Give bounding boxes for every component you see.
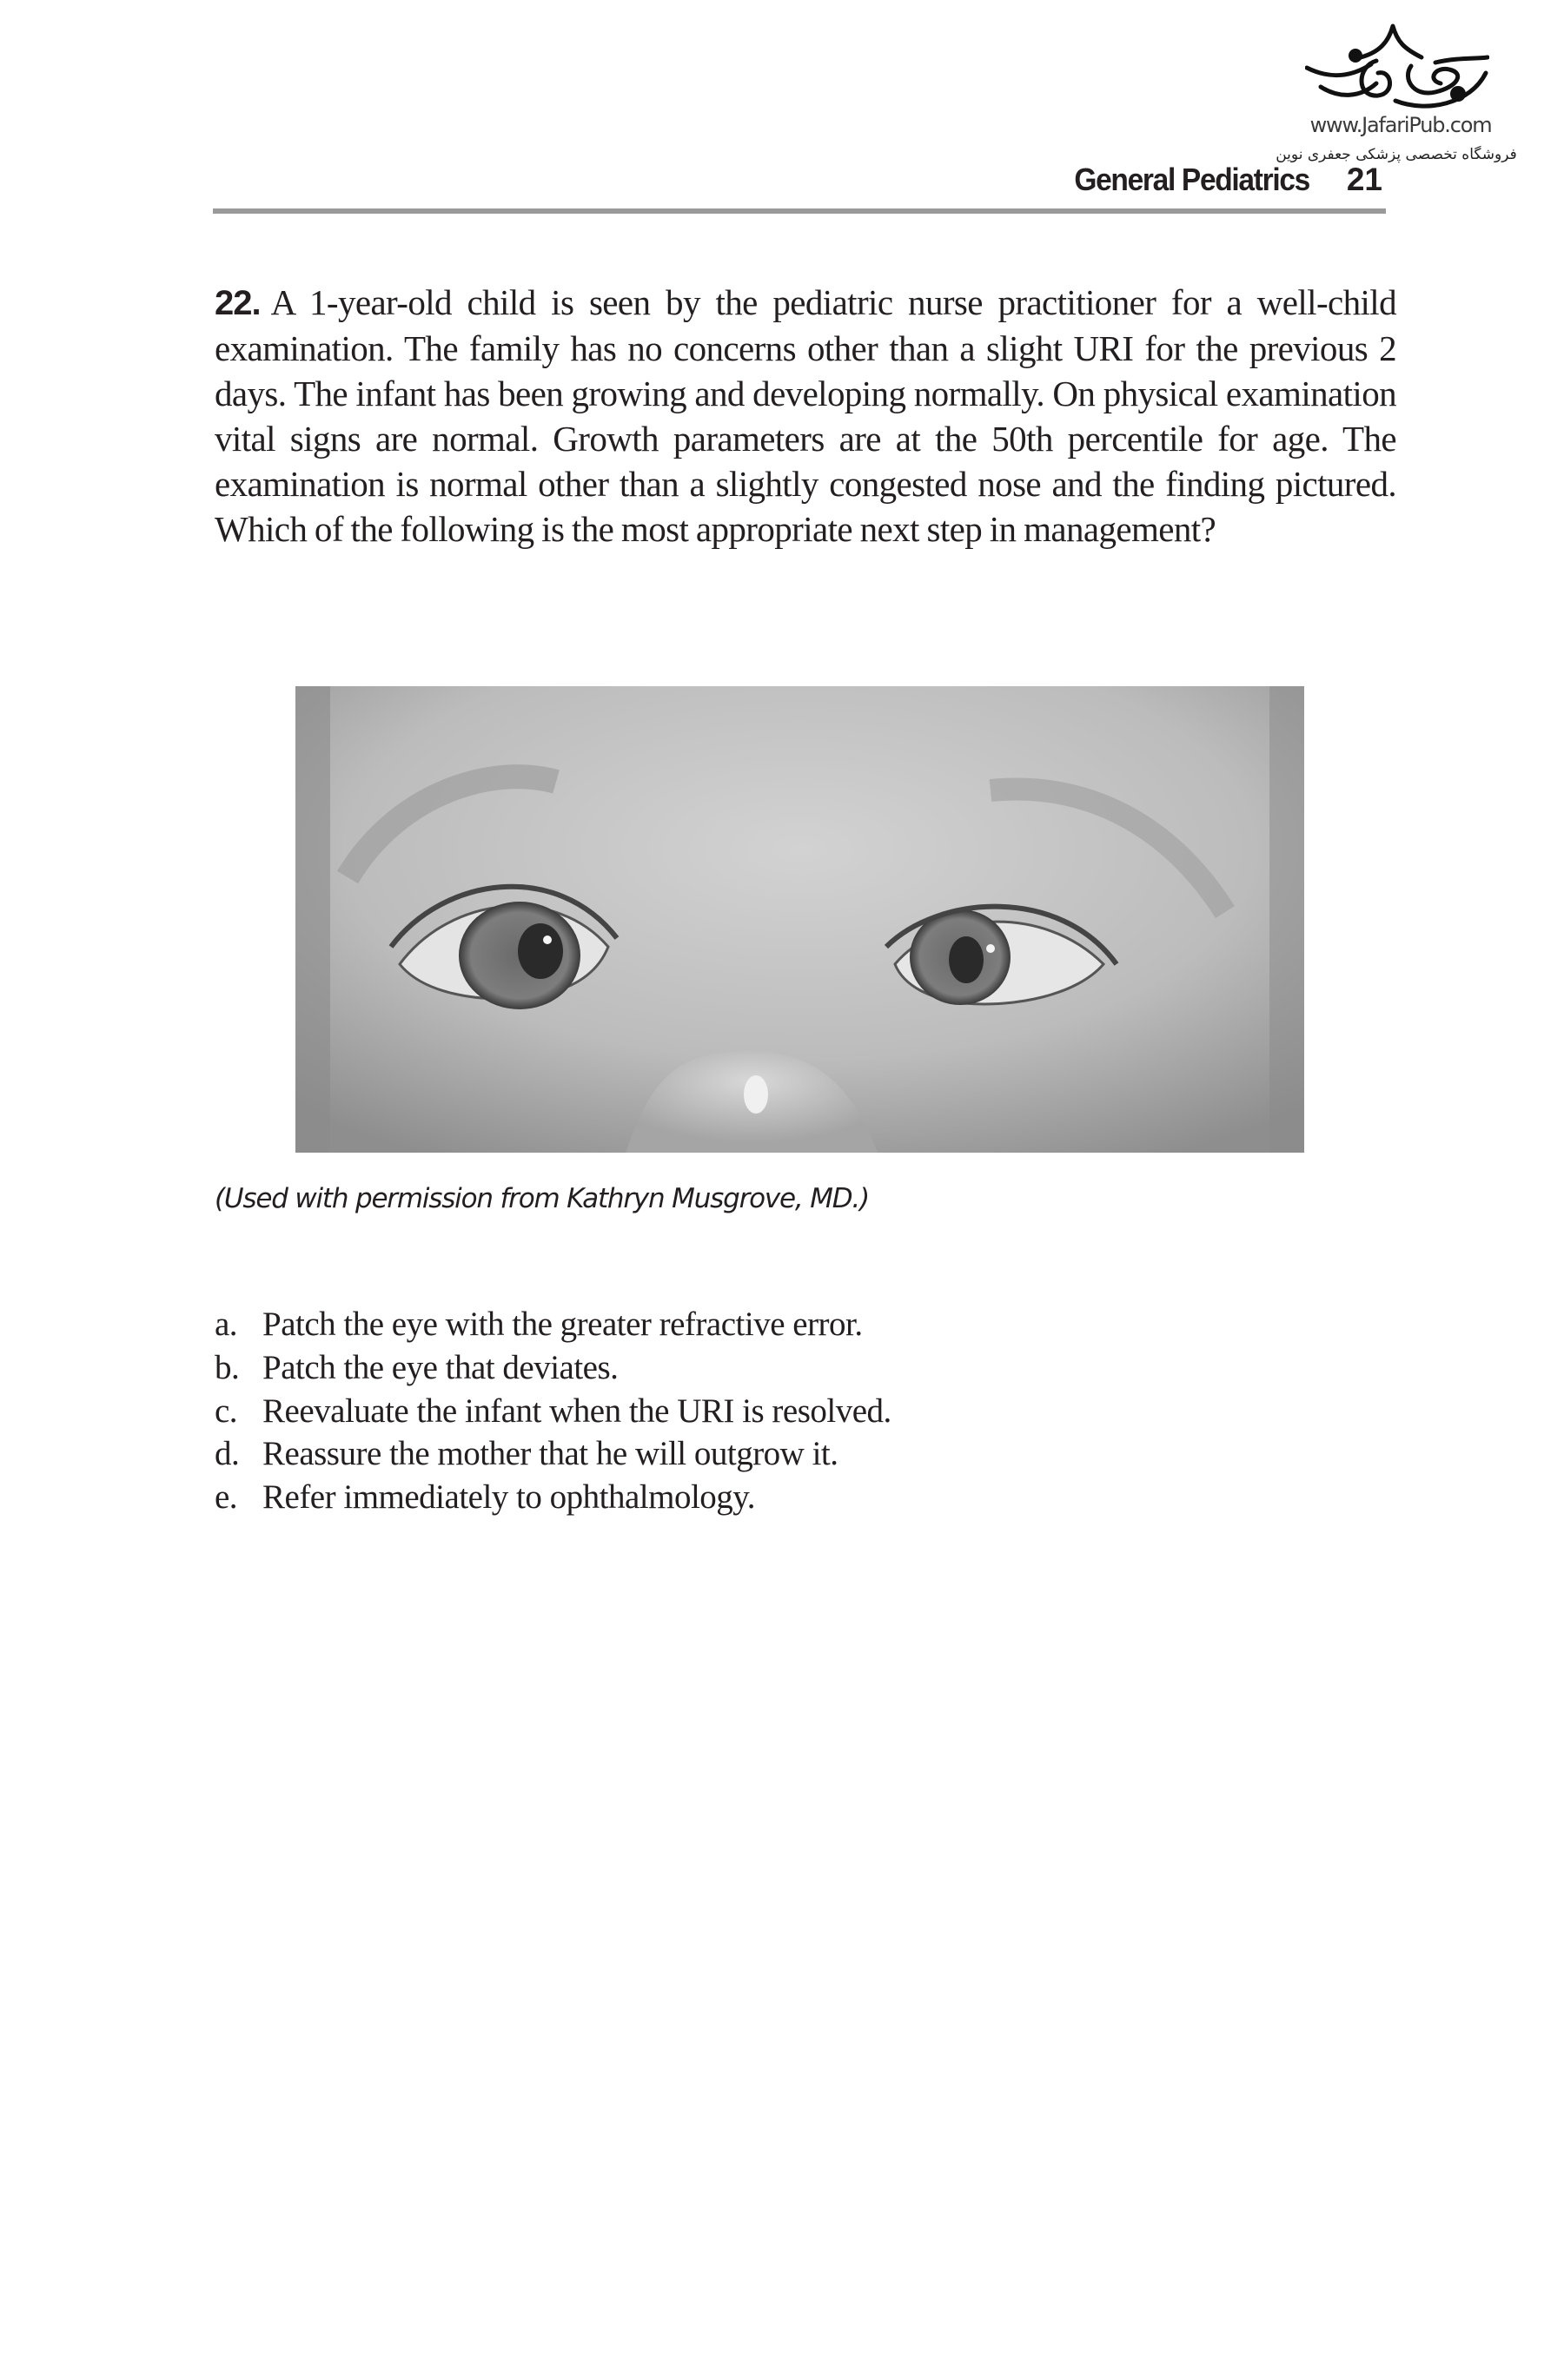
answer-option-c	[215, 1390, 1344, 1433]
option-text: Reassure the mother that he will outgrow it.	[262, 1435, 838, 1473]
option-letter: e.	[215, 1478, 238, 1517]
figure-caption: (Used with permission from Kathryn Musgrove, MD.)	[215, 1183, 869, 1214]
answer-option-b	[215, 1346, 1344, 1390]
option-text: Patch the eye that deviates.	[262, 1348, 619, 1386]
answer-option-e	[215, 1476, 1344, 1519]
answer-option-d	[215, 1432, 1344, 1476]
page-number: 21	[1346, 162, 1382, 197]
section-title: General Pediatrics	[1074, 162, 1309, 197]
option-letter: c.	[215, 1392, 238, 1430]
publisher-logo	[1270, 19, 1522, 172]
header-rule	[213, 208, 1386, 214]
running-header	[213, 156, 1386, 198]
option-text: Patch the eye with the greater refractive error.	[262, 1306, 863, 1343]
question-block	[215, 280, 1396, 552]
publisher-tagline: فروشگاه تخصصی پزشکی جعفری نوین	[1276, 146, 1517, 163]
infant-eyes-photo-icon	[295, 686, 1304, 1153]
clinical-photo	[295, 686, 1304, 1153]
question-stem: A 1-year-old child is seen by the pediatric nurse practitioner for a well-child examination. The family has no concerns other than a slight URI for the previous 2 days. The infant has been growing and developing normally. On physical examination vital signs are normal. Growth parameters are at the 50th percentile for age. The examination is normal other than a slightly congested nose and the finding pictured. Which of the following is the most appropriate next step in management?	[215, 282, 1396, 549]
answer-option-a	[215, 1303, 1344, 1346]
option-text: Reevaluate the infant when the URI is resolved.	[262, 1392, 891, 1430]
option-letter: b.	[215, 1348, 240, 1386]
option-letter: d.	[215, 1435, 240, 1473]
option-letter: a.	[215, 1306, 238, 1343]
calligraphy-emblem-icon	[1305, 23, 1489, 113]
publisher-url: www.JafariPub.com	[1309, 113, 1492, 137]
answer-options	[215, 1303, 1344, 1519]
question-number: 22.	[215, 284, 261, 322]
option-text: Refer immediately to ophthalmology.	[262, 1478, 756, 1517]
